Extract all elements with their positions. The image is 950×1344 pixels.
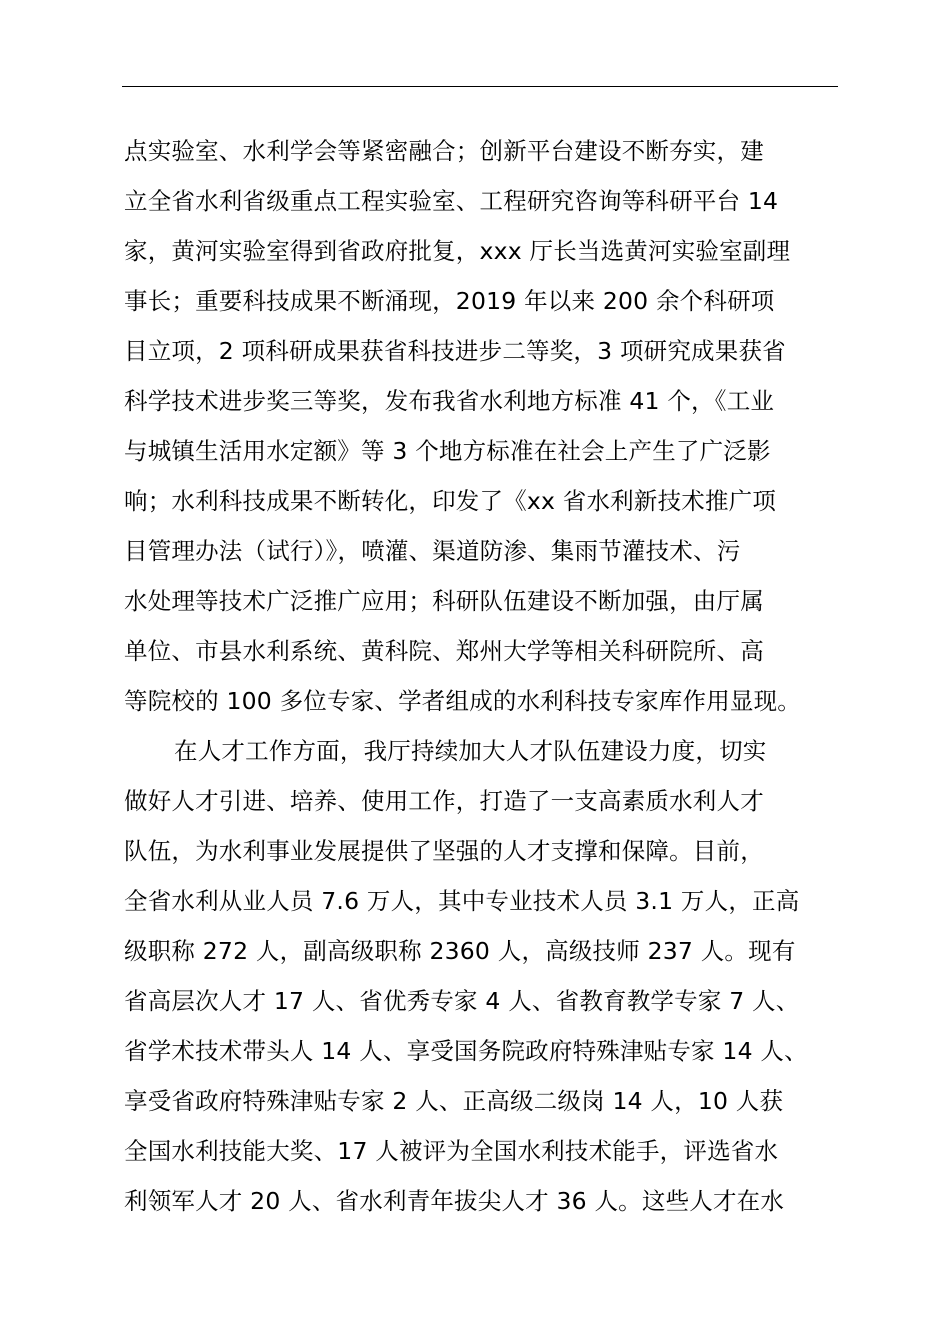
text-line: 做好人才引进、培养、使用工作，打造了一支高素质水利人才 bbox=[124, 787, 764, 815]
text-line: 家，黄河实验室得到省政府批复，xxx 厅长当选黄河实验室副理 bbox=[124, 237, 791, 265]
paragraph-1 bbox=[124, 126, 864, 726]
text-line: 事长；重要科技成果不断涌现，2019 年以来 200 余个科研项 bbox=[124, 287, 775, 315]
text-line: 全国水利技能大奖、17 人被评为全国水利技术能手，评选省水 bbox=[124, 1137, 779, 1165]
text-line: 省高层次人才 17 人、省优秀专家 4 人、省教育教学专家 7 人、 bbox=[124, 987, 800, 1015]
text-line: 队伍，为水利事业发展提供了坚强的人才支撑和保障。目前， bbox=[124, 837, 764, 865]
text-line: 与城镇生活用水定额》等 3 个地方标准在社会上产生了广泛影 bbox=[124, 437, 771, 465]
text-line: 响；水利科技成果不断转化，印发了《xx 省水利新技术推广项 bbox=[124, 487, 777, 515]
text-line: 点实验室、水利学会等紧密融合；创新平台建设不断夯实，建 bbox=[124, 137, 764, 165]
body-text bbox=[124, 126, 864, 1226]
text-line: 利领军人才 20 人、省水利青年拔尖人才 36 人。这些人才在水 bbox=[124, 1187, 785, 1215]
text-line: 享受省政府特殊津贴专家 2 人、正高级二级岗 14 人，10 人获 bbox=[124, 1087, 784, 1115]
text-line: 单位、市县水利系统、黄科院、郑州大学等相关科研院所、高 bbox=[124, 637, 764, 665]
text-line: 水处理等技术广泛推广应用；科研队伍建设不断加强，由厅属 bbox=[124, 587, 764, 615]
text-line: 目管理办法（试行）》，喷灌、渠道防渗、集雨节灌技术、污 bbox=[124, 537, 741, 565]
text-line-indented: 在人才工作方面，我厅持续加大人才队伍建设力度，切实 bbox=[174, 737, 767, 765]
header-rule bbox=[122, 86, 838, 87]
paragraph-2 bbox=[124, 726, 864, 1226]
text-line: 科学技术进步奖三等奖，发布我省水利地方标准 41 个，《工业 bbox=[124, 387, 775, 415]
text-line: 目立项，2 项科研成果获省科技进步二等奖，3 项研究成果获省 bbox=[124, 337, 786, 365]
text-line: 省学术技术带头人 14 人、享受国务院政府特殊津贴专家 14 人、 bbox=[124, 1037, 808, 1065]
text-line: 全省水利从业人员 7.6 万人，其中专业技术人员 3.1 万人，正高 bbox=[124, 887, 800, 915]
text-line: 立全省水利省级重点工程实验室、工程研究咨询等科研平台 14 bbox=[124, 187, 779, 215]
text-line: 级职称 272 人，副高级职称 2360 人，高级技师 237 人。现有 bbox=[124, 937, 796, 965]
text-line: 等院校的 100 多位专家、学者组成的水利科技专家库作用显现。 bbox=[124, 687, 801, 715]
